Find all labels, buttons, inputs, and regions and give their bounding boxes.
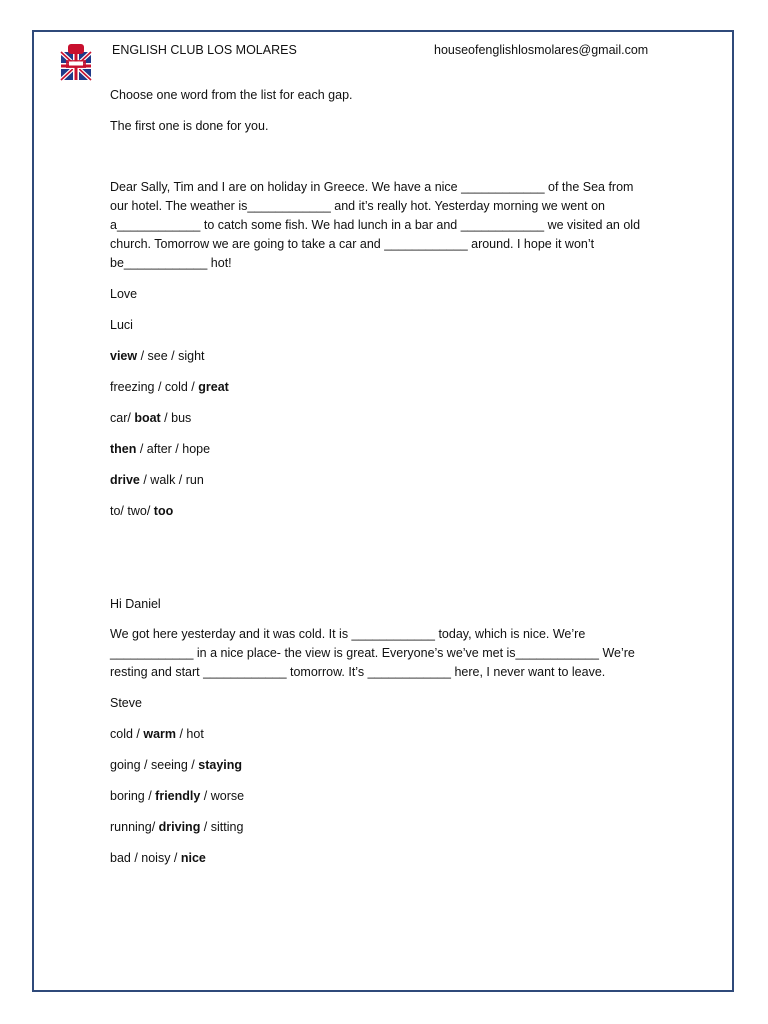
letter-1-word-options <box>110 440 210 459</box>
option-word: going / seeing / <box>110 758 199 772</box>
answer-word: driving <box>158 820 201 834</box>
option-word: boring / <box>110 789 156 803</box>
letter-1-line: a____________ to catch some fish. We had lunch in a bar and ____________ we visited an old <box>110 218 641 232</box>
letter-2-line: We got here yesterday and it was cold. It is ____________ today, which is nice. We’re <box>110 627 586 641</box>
answer-word: friendly <box>155 789 201 803</box>
letter-2-signature: Steve <box>110 696 142 710</box>
answer-word: too <box>153 504 174 518</box>
letter-2-word-options <box>110 849 206 868</box>
option-word: freezing / cold / <box>110 380 199 394</box>
instruction-line-2: The first one is done for you. <box>110 119 269 133</box>
header-email: houseofenglishlosmolares@gmail.com <box>434 43 649 57</box>
letter-1-line: Dear Sally, Tim and I are on holiday in Greece. We have a nice ____________ of the Sea from <box>110 180 634 194</box>
letter-2-line: resting and start ____________ tomorrow. It’s ____________ here, I never want to leave. <box>110 665 606 679</box>
answer-word: then <box>110 442 137 456</box>
option-word: / bus <box>160 411 192 425</box>
letter-1-word-options <box>110 378 229 397</box>
answer-word: view <box>110 349 138 363</box>
letter-1-line: be____________ hot! <box>110 256 232 270</box>
option-word: to/ two/ <box>110 504 154 518</box>
option-word: / hot <box>176 727 204 741</box>
letter-2-greeting: Hi Daniel <box>110 597 161 611</box>
letter-1-closing: Love <box>110 287 138 301</box>
option-word: bad / noisy / <box>110 851 181 865</box>
option-word: cold / <box>110 727 144 741</box>
letter-1-word-options <box>110 347 205 366</box>
letter-2-body <box>110 625 670 682</box>
letter-1-line: our hotel. The weather is____________ and it’s really hot. Yesterday morning we went on <box>110 199 606 213</box>
letter-2-word-options <box>110 725 204 744</box>
option-word: / walk / run <box>139 473 204 487</box>
letter-1-word-options <box>110 471 204 490</box>
option-word: running/ <box>110 820 159 834</box>
option-word: / worse <box>200 789 245 803</box>
instruction-line-1: Choose one word from the list for each gap. <box>110 88 353 102</box>
option-word: / sitting <box>200 820 244 834</box>
option-word: car/ <box>110 411 135 425</box>
letter-1-word-options <box>110 502 173 521</box>
letter-1-signature: Luci <box>110 318 133 332</box>
club-logo-icon <box>57 40 95 84</box>
header-title: ENGLISH CLUB LOS MOLARES <box>112 43 297 57</box>
answer-word: drive <box>110 473 140 487</box>
letter-2-line: ____________ in a nice place- the view is great. Everyone’s we’ve met is____________ We’re <box>110 646 635 660</box>
letter-1-word-options <box>110 409 191 428</box>
answer-word: nice <box>180 851 206 865</box>
answer-word: boat <box>134 411 161 425</box>
letter-1-line: church. Tomorrow we are going to take a car and ____________ around. I hope it won’t <box>110 237 595 251</box>
option-word: / after / hope <box>136 442 211 456</box>
answer-word: great <box>198 380 229 394</box>
letter-2-word-options <box>110 787 244 806</box>
option-word: / see / sight <box>137 349 205 363</box>
letter-2-word-options <box>110 756 242 775</box>
letter-1-body <box>110 178 670 273</box>
letter-2-word-options <box>110 818 243 837</box>
answer-word: warm <box>143 727 177 741</box>
answer-word: staying <box>198 758 243 772</box>
